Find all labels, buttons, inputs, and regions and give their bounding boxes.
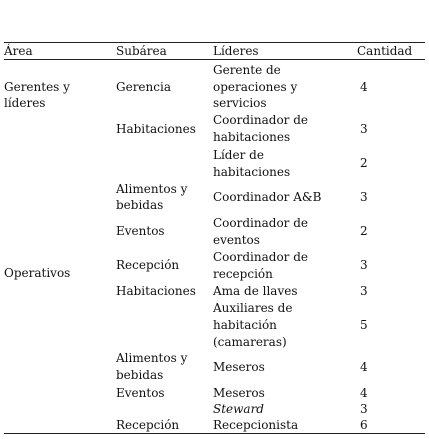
lider-cell: Coordinador de xyxy=(213,113,309,127)
lider-cell: operaciones y xyxy=(213,80,298,94)
lider-cell: servicios xyxy=(213,96,267,110)
subarea-cell: bebidas xyxy=(116,368,164,382)
lider-cell: recepción xyxy=(213,267,273,281)
lider-cell: (camareras) xyxy=(213,335,287,349)
cantidad-cell: 5 xyxy=(360,318,368,332)
header-cantidad: Cantidad xyxy=(357,44,413,58)
subarea-cell: Alimentos y xyxy=(116,182,188,196)
lider-cell: Meseros xyxy=(213,386,265,400)
cantidad-cell: 4 xyxy=(360,80,368,94)
cantidad-cell: 4 xyxy=(360,386,368,400)
cantidad-cell: 3 xyxy=(360,122,368,136)
area-gerentes-line2: líderes xyxy=(4,96,46,110)
cantidad-cell: 3 xyxy=(360,258,368,272)
cantidad-cell: 3 xyxy=(360,402,368,416)
subarea-cell: Alimentos y xyxy=(116,351,188,365)
lider-cell: Líder de xyxy=(213,148,264,162)
cantidad-cell: 4 xyxy=(360,360,368,374)
lider-cell: Auxiliares de xyxy=(213,301,293,315)
lider-cell: Meseros xyxy=(213,360,265,374)
cantidad-cell: 6 xyxy=(360,418,368,432)
lider-cell: habitaciones xyxy=(213,165,291,179)
header-lideres: Líderes xyxy=(213,44,259,58)
lider-cell: Gerente de xyxy=(213,63,281,77)
subarea-cell: Habitaciones xyxy=(116,122,196,136)
lider-cell: Steward xyxy=(213,402,264,416)
subarea-cell: Recepción xyxy=(116,258,180,272)
subarea-cell: Eventos xyxy=(116,386,165,400)
subarea-cell: Eventos xyxy=(116,224,165,238)
area-gerentes-line1: Gerentes y xyxy=(4,80,70,94)
lider-cell: Coordinador A&B xyxy=(213,190,322,204)
lider-cell: habitación xyxy=(213,318,277,332)
lider-cell: habitaciones xyxy=(213,130,291,144)
header-subarea: Subárea xyxy=(116,44,167,58)
cantidad-cell: 2 xyxy=(360,224,368,238)
subarea-cell: Recepción xyxy=(116,418,180,432)
cantidad-cell: 3 xyxy=(360,284,368,298)
subarea-cell: bebidas xyxy=(116,198,164,212)
lider-cell: Coordinador de xyxy=(213,250,309,264)
header-area: Área xyxy=(4,44,33,58)
area-operativos: Operativos xyxy=(4,266,71,280)
lider-cell: Coordinador de xyxy=(213,216,309,230)
cantidad-cell: 2 xyxy=(360,156,368,170)
subarea-cell: Habitaciones xyxy=(116,284,196,298)
cantidad-cell: 3 xyxy=(360,190,368,204)
lider-cell: eventos xyxy=(213,233,260,247)
document-table xyxy=(4,0,425,439)
lider-cell: Recepcionista xyxy=(213,418,299,432)
subarea-cell: Gerencia xyxy=(116,80,171,94)
lider-cell: Ama de llaves xyxy=(213,284,298,298)
